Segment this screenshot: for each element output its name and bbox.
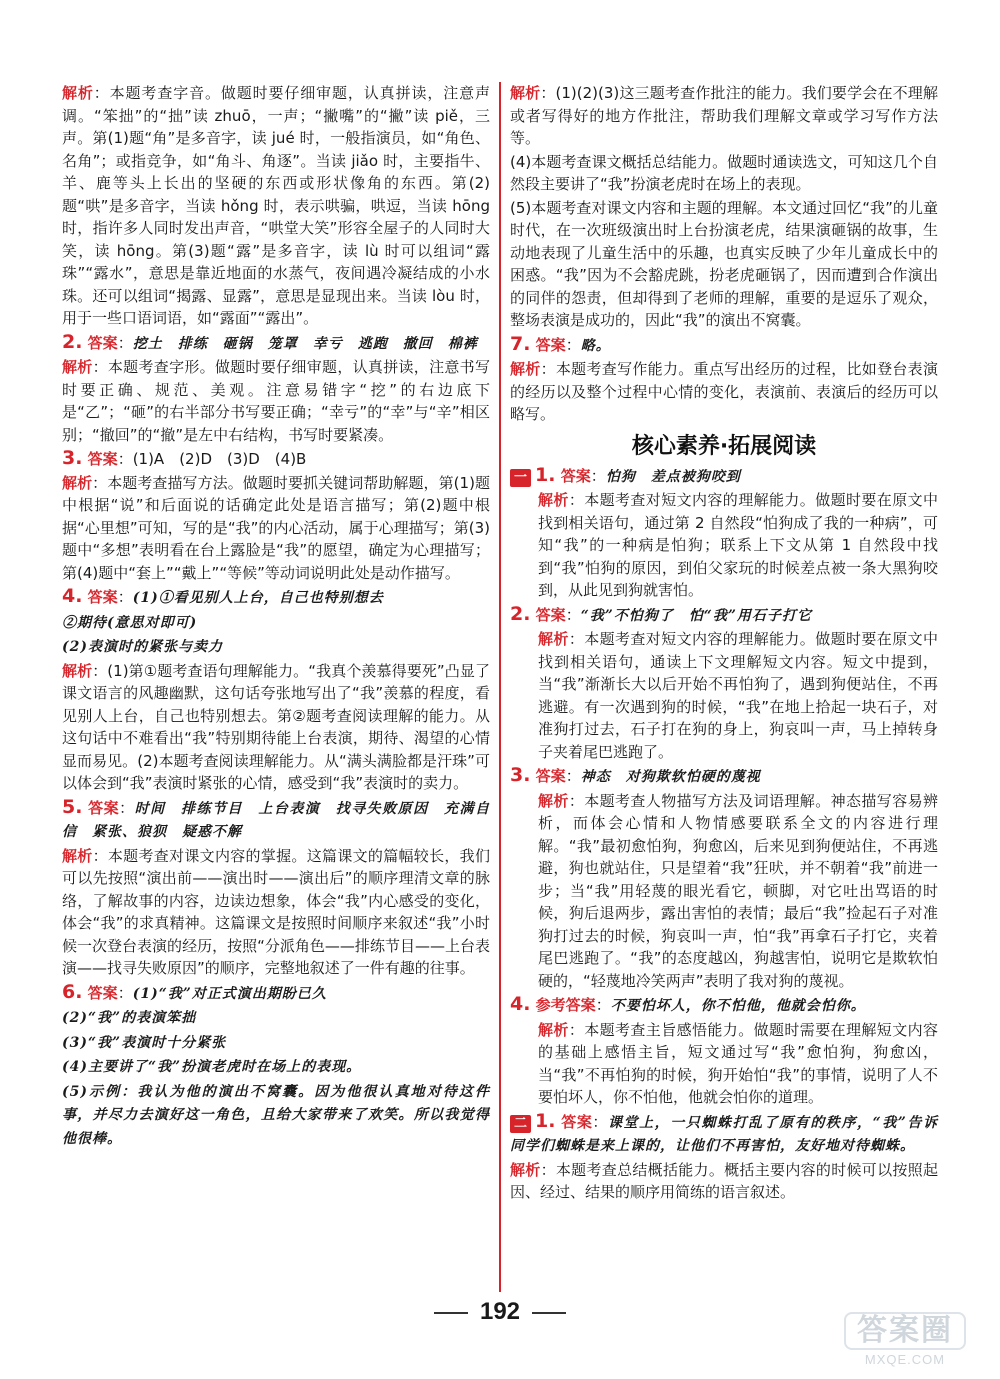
paragraph-l12 xyxy=(62,981,490,1006)
body-text: ：本题考查字音。做题时要仔细审题，认真拼读，注意声调。“笨拙”的“拙”读 zhuō，一声；“撇嘴”的“撇”读 piě，三声。第(1)题“角”是多音字，读 jué 时，一般指演员，如“角色、名角”；或指竞争，如“角斗、角逐”。当读 jiǎo 时，主要指牛、羊、鹿等头上长出的坚硬的东西或形状像角的东西。第(2)题“哄”是多音字，当读 hǒng 时，表示哄骗，哄逗，当读 hōng 时，指许多人同时发出声音，“哄堂大笑”形容全屋子的人同时大笑，读 hōng。第(3)题“露”是多音字，读 lù 时可以组词“露珠”“露水”，意思是靠近地面的水蒸气，夜间遇冷凝结成的小水珠。还可以组词“揭露、显露”，意思是显现出来。当读 lòu 时，用于一些口语词语，如“露面”“露出”。 xyxy=(62,84,490,327)
section-label: 解析 xyxy=(62,358,93,376)
body-text: ：本题考查人物描写方法及词语理解。神态描写容易辨析，而体会心情和人物情感要联系全文的内容进行理解。“我”最初愈怕狗，狗愈凶，后来见到狗便站住，不再逃避，狗也就站住，只是望着“我”狂吠，并不朝着“我”前进一步；当“我”用轻蔑的眼光看它，顿脚，对它吐出骂语的时候，狗后退两步，露出害怕的表情；最后“我”捡起石子对准狗打过去的时候，狗哀叫一声，怕“我”再拿石子打它，夹着尾巴逃跑了。“我”的态度越凶，狗越害怕，说明它是欺软怕硬的，“轻蔑地冷笑两声”表明了我对狗的蔑视。 xyxy=(538,791,938,990)
section-label: 答案 xyxy=(82,588,118,606)
answer-text: (4)主要讲了“我”扮演老虎时在场上的表现。 xyxy=(62,1059,362,1075)
paragraph-l15 xyxy=(62,1055,490,1079)
paragraph-l2 xyxy=(62,331,490,356)
paragraph-l7 xyxy=(62,611,490,635)
answer-text: 课堂上，一只蜘蛛打乱了原有的秩序，“我”告诉同学们蜘蛛是来上课的，让他们不再害怕，友好地对待蜘蛛。 xyxy=(510,1114,938,1154)
section-label: 解析 xyxy=(510,84,541,102)
question-number: 7. xyxy=(510,332,531,355)
answer-text: (1)①看见别人上台，自己也特别想去 xyxy=(132,590,384,606)
part-badge: 二 xyxy=(510,1115,531,1133)
question-number: 3. xyxy=(62,447,83,469)
answer-text: (5)示例：我认为他的演出不窝囊。因为他很认真地对待这件事，并尽力去演好这一角色，且给大家带来了欢笑。所以我觉得他很棒。 xyxy=(62,1083,490,1147)
body-text: ：本题考查主旨感悟能力。做题时需要在理解短文内容的基础上感悟主旨，短文通过写“我”愈怕狗，狗愈凶，当“我”不再怕狗的时候，狗开始怕“我”的事情，说明了人不要怕坏人，你不怕他，他就会怕你的道理。 xyxy=(538,1020,938,1106)
body-text: ：本题考查描写方法。做题时要抓关键词帮助解题，第(1)题中根据“说”和后面说的话确定此处是语言描写；第(2)题中根据“心里想”可知，写的是“我”的内心活动，属于心理描写；第(3)题中“多想”表明看在台上露脸是“我”的愿望，确定为心理描写；第(4)题中“套上”“戴上”“等候”等动词说明此处是动作描写。 xyxy=(62,473,490,582)
section-label: 答案 xyxy=(82,333,118,352)
section-label: 答案 xyxy=(530,605,566,624)
answer-text: 怕狗 差点被狗咬到 xyxy=(605,468,741,485)
section-label: 解析 xyxy=(538,491,569,509)
question-number: 4. xyxy=(510,993,531,1015)
section-label: 答案 xyxy=(82,450,118,468)
body-text: ： xyxy=(590,466,606,485)
answer-text: 略。 xyxy=(580,337,611,354)
paragraph-r16 xyxy=(510,1159,938,1204)
footer-dash-left xyxy=(434,1312,468,1314)
paragraph-r11 xyxy=(510,764,938,789)
section-label: 解析 xyxy=(510,1160,541,1179)
answer-text: (2)表演时的紧张与卖力 xyxy=(62,639,223,655)
answer-text: ②期待(意思对即可) xyxy=(62,614,198,631)
section-label: 解析 xyxy=(62,661,93,680)
paragraph-r2 xyxy=(510,151,938,196)
body-text: ：(1)A (2)D (3)D (4)B xyxy=(117,450,307,468)
paragraph-r3 xyxy=(510,197,938,332)
paragraph-r7 xyxy=(510,464,938,489)
body-text: ：(1)(2)(3)这三题考查作批注的能力。我们要学会在不理解或者写得好的地方作批注，帮助我们理解文章或学习写作方法等。 xyxy=(510,84,938,147)
section-label: 解析 xyxy=(62,846,93,865)
watermark-title: 答案圈 xyxy=(844,1312,966,1350)
section-title: 核心素养·拓展阅读 xyxy=(631,433,817,459)
answer-text: (1)“我”对正式演出期盼已久 xyxy=(132,985,327,1002)
question-number: 4. xyxy=(62,585,83,607)
paragraph-r14 xyxy=(510,1019,938,1109)
paragraph-l10 xyxy=(62,796,490,844)
left-column xyxy=(62,82,490,1151)
body-text: ： xyxy=(117,983,133,1002)
section-label: 解析 xyxy=(538,630,569,648)
question-number: 3. xyxy=(510,764,531,786)
paragraph-l5 xyxy=(62,472,490,585)
paragraph-l3 xyxy=(62,356,490,446)
question-number: 1. xyxy=(535,463,556,486)
paragraph-l16 xyxy=(62,1080,490,1151)
paragraph-r9 xyxy=(510,603,938,628)
body-text: ： xyxy=(565,767,581,785)
section-label: 解析 xyxy=(62,84,94,102)
paragraph-l6 xyxy=(62,585,490,610)
body-text: ： xyxy=(117,588,133,606)
body-text: ：本题考查总结概括能力。概括主要内容的时候可以按照起因、经过、结果的顺序用简练的语言叙述。 xyxy=(510,1160,938,1201)
body-text: ： xyxy=(119,798,135,817)
answer-text: “我”不怕狗了 怕“我”用石子打它 xyxy=(580,607,812,624)
paragraph-l8 xyxy=(62,635,490,659)
body-text: ： xyxy=(592,1112,608,1131)
body-text: (4)本题考查课文概括总结能力。做题时通读选文，可知这几个自然段主要讲了“我”扮演老虎时在场上的表现。 xyxy=(510,152,938,193)
column-divider xyxy=(499,82,501,1292)
section-label: 答案 xyxy=(530,335,566,354)
body-text: ： xyxy=(117,333,133,352)
paragraph-r1 xyxy=(510,82,938,150)
page-number: 192 xyxy=(479,1298,521,1325)
body-text: ： xyxy=(565,605,581,624)
paragraph-l13 xyxy=(62,1006,490,1030)
section-label: 答案 xyxy=(555,1112,593,1131)
section-label: 答案 xyxy=(555,466,591,485)
body-text: ：本题考查对课文内容的掌握。这篇课文的篇幅较长，我们可以先按照“演出前——演出时——演出后”的顺序理清文章的脉络，了解故事的内容，边读边想象，体会“我”内心感受的变化，体会“我”的求真精神。这篇课文是按照时间顺序来叙述“我”小时候一次登台表演的经历，按照“分派角色——排练节目——上台表演——找寻失败原因”的顺序，完整地叙述了一件有趣的往事。 xyxy=(62,846,490,977)
part-badge: 一 xyxy=(510,469,531,487)
paragraph-r15 xyxy=(510,1110,938,1158)
question-number: 1. xyxy=(535,1109,556,1132)
section-label: 解析 xyxy=(62,473,93,492)
paragraph-r5 xyxy=(510,358,938,426)
answer-text: 时间 排练节目 上台表演 找寻失败原因 充满自信 紧张、狼狈 疑惑不解 xyxy=(62,800,490,840)
question-number: 2. xyxy=(510,602,531,625)
body-text: (5)本题考查对课文内容和主题的理解。本文通过回忆“我”的儿童时代，在一次班级演出时上台扮演老虎，结果演砸锅的故事，生动地表现了儿童生活中的乐趣，也真实反映了少年儿童成长中的困惑。“我”因为不会豁虎跳，扮老虎砸锅了，因而遭到合作演出的同伴的怨责，但却得到了老师的理解，重要的是逗乐了观众，整场表演是成功的，因此“我”的演出不窝囊。 xyxy=(510,198,938,329)
answer-text: 挖土 排练 砸锅 笼罩 幸亏 逃跑 撤回 棉裤 xyxy=(132,335,478,352)
paragraph-r4 xyxy=(510,333,938,358)
paragraph-r13 xyxy=(510,993,938,1018)
watermark-url: MXQE.COM xyxy=(864,1352,946,1367)
right-column xyxy=(510,82,938,1205)
question-number: 2. xyxy=(62,330,83,353)
paragraph-l1 xyxy=(62,82,490,330)
body-text: ：(1)第①题考查语句理解能力。“我真个羡慕得要死”凸显了课文语言的风趣幽默，这句话夸张地写出了“我”羡慕的程度，看见别人上台，自己也特别想去。第②题考查阅读理解的能力。从这句话中不难看出“我”特别期待能上台表演，期待、渴望的心情显而易见。(2)本题考查阅读理解能力。从“满头满脸都是汗珠”可以体会到“我”表演时紧张的心情，感受到“我”表演时的卖力。 xyxy=(62,661,490,792)
paragraph-l4 xyxy=(62,447,490,471)
answer-text: 神态 对狗欺软怕硬的蔑视 xyxy=(580,769,761,785)
answer-text: (3)“我”表演时十分紧张 xyxy=(62,1034,227,1051)
question-number: 6. xyxy=(62,980,83,1003)
paragraph-l14 xyxy=(62,1031,490,1055)
question-number: 5. xyxy=(62,795,83,818)
paragraph-r8 xyxy=(510,489,938,602)
answer-text: (2)“我”的表演笨拙 xyxy=(62,1010,197,1026)
section-label: 答案 xyxy=(530,767,566,785)
paragraph-l9 xyxy=(62,660,490,795)
section-label: 解析 xyxy=(538,791,569,810)
section-label: 答案 xyxy=(82,983,118,1002)
body-text: ：本题考查对短文内容的理解能力。做题时要在原文中找到相关语句，通过第 2 自然段“怕狗成了我的一种病”，可知“我”的一种病是怕狗；联系上下文从第 1 自然段中找到“我”怕狗的原因，到伯父家玩的时候差点被一条大黑狗咬到，从此见到狗就害怕。 xyxy=(538,491,938,599)
paragraph-r12 xyxy=(510,790,938,993)
body-text: ：本题考查字形。做题时要仔细审题，认真拼读，注意书写时要正确、规范、美观。注意易错字“挖”的右边底下是“乙”；“砸”的右半部分书写要正确；“幸亏”的“幸”与“辛”相区别；“撤回”的“撤”是左中右结构，书写时要紧凑。 xyxy=(62,358,490,444)
body-text: ： xyxy=(595,996,611,1014)
paragraph-l11 xyxy=(62,845,490,980)
section-label: 答案 xyxy=(82,798,120,817)
section-label: 参考答案 xyxy=(530,996,596,1014)
body-text: ：本题考查写作能力。重点写出经历的过程，比如登台表演的经历以及整个过程中心情的变化，表演前、表演后的经历可以略写。 xyxy=(510,360,938,423)
body-text: ：本题考查对短文内容的理解能力。做题时要在原文中找到相关语句，通读上下文理解短文内容。短文中提到，当“我”渐渐长大以后开始不再怕狗了，遇到狗便站住，不再逃避。有一次遇到狗的时候，“我”在地上拾起一块石子，对准狗打过去，石子打在狗的身上，狗哀叫一声，马上掉转身子夹着尾巴逃跑了。 xyxy=(538,630,938,761)
section-label: 解析 xyxy=(510,360,541,378)
answer-text: 不要怕坏人，你不怕他，他就会怕你。 xyxy=(610,998,866,1014)
footer-dash-right xyxy=(532,1312,566,1314)
paragraph-r10 xyxy=(510,628,938,763)
watermark-logo xyxy=(830,1312,980,1372)
section-label: 解析 xyxy=(538,1020,569,1039)
body-text: ： xyxy=(565,335,581,354)
